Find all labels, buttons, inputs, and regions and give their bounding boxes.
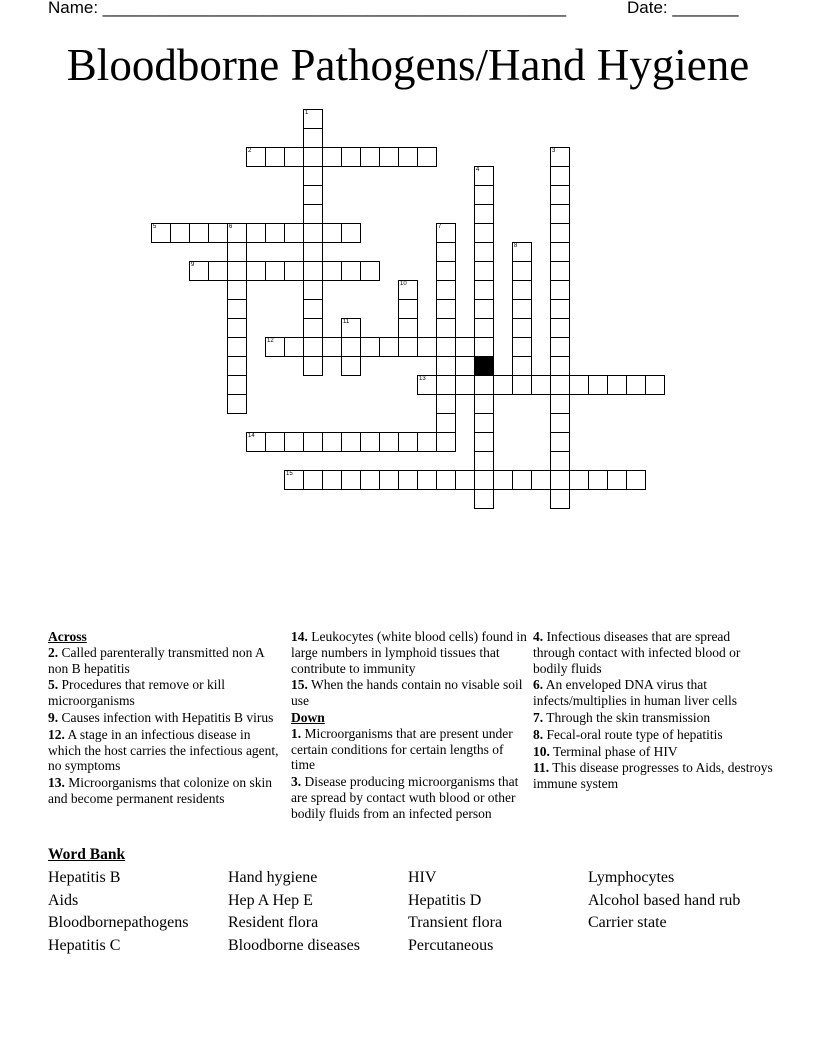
grid-cell[interactable] xyxy=(512,337,532,357)
grid-cell[interactable] xyxy=(626,470,646,490)
grid-cell[interactable] xyxy=(474,166,494,186)
grid-cell[interactable] xyxy=(474,185,494,205)
clue-text: Microorganisms that are present under certain conditions for certain lengths of time xyxy=(291,725,513,773)
grid-cell[interactable] xyxy=(303,356,323,376)
cell-number: 1 xyxy=(305,110,309,116)
clue-text: An enveloped DNA virus that infects/multiplies in human liver cells xyxy=(533,677,737,709)
grid-cell[interactable] xyxy=(341,261,361,281)
clues-column-3 xyxy=(533,629,773,793)
page-title: Bloodborne Pathogens/Hand Hygiene xyxy=(66,40,750,90)
clue-text: Procedures that remove or kill microorganisms xyxy=(48,677,225,709)
grid-cell[interactable] xyxy=(322,261,342,281)
clue-text: Through the skin transmission xyxy=(546,709,711,725)
grid-cell[interactable] xyxy=(455,337,475,357)
grid-cell[interactable] xyxy=(550,394,570,414)
grid-cell[interactable] xyxy=(474,223,494,243)
clue-down-7 xyxy=(533,710,773,726)
grid-cell[interactable] xyxy=(436,280,456,300)
grid-cell[interactable] xyxy=(398,318,418,338)
grid-cell[interactable] xyxy=(303,432,323,452)
grid-cell[interactable] xyxy=(550,185,570,205)
clue-across-9 xyxy=(48,710,284,726)
cell-number: 15 xyxy=(286,471,293,477)
grid-cell[interactable] xyxy=(322,337,342,357)
grid-cell[interactable] xyxy=(303,470,323,490)
grid-cell[interactable] xyxy=(284,337,304,357)
grid-cell[interactable] xyxy=(360,337,380,357)
grid-cell[interactable] xyxy=(398,432,418,452)
grid-cell[interactable] xyxy=(417,375,437,395)
clue-text: Causes infection with Hepatitis B virus xyxy=(61,709,274,725)
cell-number: 4 xyxy=(476,167,480,173)
grid-cell[interactable] xyxy=(645,375,665,395)
grid-cell[interactable] xyxy=(512,242,532,262)
grid-cell[interactable] xyxy=(379,337,399,357)
grid-cell[interactable] xyxy=(303,318,323,338)
grid-cell[interactable] xyxy=(474,432,494,452)
word-bank-item: Bloodbornepathogens xyxy=(48,914,189,931)
cell-number: 13 xyxy=(419,376,426,382)
grid-cell[interactable] xyxy=(265,337,285,357)
grid-cell[interactable] xyxy=(341,318,361,338)
grid-cell[interactable] xyxy=(246,147,266,167)
grid-cell[interactable] xyxy=(512,470,532,490)
grid-cell[interactable] xyxy=(303,128,323,148)
grid-cell[interactable] xyxy=(284,432,304,452)
grid-cell[interactable] xyxy=(474,470,494,490)
grid-cell[interactable] xyxy=(265,432,285,452)
grid-cell[interactable] xyxy=(550,261,570,281)
word-bank-item: Transient flora xyxy=(408,914,503,931)
grid-cell[interactable] xyxy=(474,204,494,224)
grid-cell[interactable] xyxy=(341,470,361,490)
grid-cell[interactable] xyxy=(550,356,570,376)
grid-cell[interactable] xyxy=(569,375,589,395)
clue-number: 11. xyxy=(533,760,550,776)
grid-cell[interactable] xyxy=(550,489,570,509)
clue-across-5 xyxy=(48,677,284,709)
grid-cell[interactable] xyxy=(265,147,285,167)
clue-across-12 xyxy=(48,727,284,774)
grid-cell[interactable] xyxy=(360,261,380,281)
grid-cell[interactable] xyxy=(322,470,342,490)
grid-cell[interactable] xyxy=(512,356,532,376)
grid-cell[interactable] xyxy=(246,432,266,452)
grid-cell[interactable] xyxy=(474,394,494,414)
grid-cell[interactable] xyxy=(303,147,323,167)
word-bank-item: Bloodborne diseases xyxy=(228,936,360,954)
grid-cell[interactable] xyxy=(474,489,494,509)
grid-cell[interactable] xyxy=(550,204,570,224)
clues-column-1 xyxy=(48,629,284,808)
grid-cell[interactable] xyxy=(474,337,494,357)
clue-across-14 xyxy=(291,629,527,676)
cell-number: 7 xyxy=(438,224,442,230)
clue-text: When the hands contain no visable soil use xyxy=(291,677,523,709)
cell-number: 2 xyxy=(248,148,252,154)
clue-number: 2. xyxy=(48,644,59,660)
grid-cell[interactable] xyxy=(550,375,570,395)
clue-number: 7. xyxy=(533,709,544,725)
clue-down-8 xyxy=(533,727,773,743)
grid-cell[interactable] xyxy=(398,147,418,167)
grid-cell[interactable] xyxy=(550,451,570,471)
grid-cell[interactable] xyxy=(512,261,532,281)
grid-cell[interactable] xyxy=(227,223,247,243)
grid-cell[interactable] xyxy=(341,337,361,357)
grid-cell[interactable] xyxy=(227,394,247,414)
grid-cell[interactable] xyxy=(531,375,551,395)
grid-cell[interactable] xyxy=(607,470,627,490)
grid-cell[interactable] xyxy=(227,242,247,262)
clue-text: Leukocytes (white blood cells) found in large numbers in lymphoid tissues that contribute to immunity xyxy=(291,629,527,676)
grid-cell[interactable] xyxy=(455,375,475,395)
clue-text: Fecal-oral route type of hepatitis xyxy=(546,726,723,742)
grid-cell[interactable] xyxy=(303,242,323,262)
clue-across-13 xyxy=(48,775,284,807)
grid-cell[interactable] xyxy=(360,470,380,490)
grid-cell[interactable] xyxy=(436,242,456,262)
word-bank-item: Resident flora xyxy=(228,914,319,931)
grid-cell[interactable] xyxy=(284,470,304,490)
grid-cell[interactable] xyxy=(474,413,494,433)
clue-number: 4. xyxy=(533,629,544,644)
clue-number: 12. xyxy=(48,726,65,742)
grid-cell[interactable] xyxy=(493,375,513,395)
grid-cell[interactable] xyxy=(341,432,361,452)
grid-cell[interactable] xyxy=(550,299,570,319)
grid-cell[interactable] xyxy=(493,470,513,490)
grid-cell[interactable] xyxy=(417,432,437,452)
word-bank-item: HIV xyxy=(408,869,437,886)
grid-cell[interactable] xyxy=(303,280,323,300)
grid-cell[interactable] xyxy=(284,261,304,281)
grid-cell[interactable] xyxy=(550,280,570,300)
word-bank-item: Hand hygiene xyxy=(228,869,318,886)
grid-cell[interactable] xyxy=(512,318,532,338)
clue-text: Disease producing microorganisms that are spread by contact wuth blood or other bodily fluids from an infected person xyxy=(291,774,519,821)
grid-cell[interactable] xyxy=(436,432,456,452)
grid-cell[interactable] xyxy=(436,223,456,243)
clue-number: 8. xyxy=(533,726,544,742)
grid-cell[interactable] xyxy=(569,470,589,490)
word-bank-item: Hepatitis C xyxy=(48,936,121,954)
grid-cell[interactable] xyxy=(550,413,570,433)
grid-cell[interactable] xyxy=(398,299,418,319)
word-bank-item: Alcohol based hand rub xyxy=(588,891,741,909)
grid-cell[interactable] xyxy=(550,242,570,262)
grid-cell[interactable] xyxy=(474,318,494,338)
cell-number: 6 xyxy=(229,224,233,230)
grid-cell[interactable] xyxy=(531,470,551,490)
grid-cell[interactable] xyxy=(550,223,570,243)
grid-cell[interactable] xyxy=(303,261,323,281)
grid-cell[interactable] xyxy=(436,261,456,281)
grid-cell[interactable] xyxy=(512,375,532,395)
grid-cell[interactable] xyxy=(189,261,209,281)
grid-cell[interactable] xyxy=(474,280,494,300)
clue-text: Terminal phase of HIV xyxy=(553,743,678,759)
grid-cell[interactable] xyxy=(436,356,456,376)
grid-cell[interactable] xyxy=(436,470,456,490)
clue-number: 14. xyxy=(291,629,308,644)
grid-cell[interactable] xyxy=(265,223,285,243)
grid-cell[interactable] xyxy=(360,432,380,452)
word-bank-item: Hepatitis D xyxy=(408,891,482,909)
grid-cell[interactable] xyxy=(436,299,456,319)
grid-cell[interactable] xyxy=(227,280,247,300)
grid-cell[interactable] xyxy=(303,185,323,205)
grid-cell[interactable] xyxy=(208,261,228,281)
word-bank-item: Hepatitis B xyxy=(48,869,121,886)
grid-cell[interactable] xyxy=(550,147,570,167)
grid-cell[interactable] xyxy=(474,375,494,395)
cell-number: 3 xyxy=(552,148,556,154)
grid-cell[interactable] xyxy=(550,166,570,186)
grid-cell[interactable] xyxy=(398,337,418,357)
word-bank-item: Hep A Hep E xyxy=(228,891,313,909)
grid-cell[interactable] xyxy=(303,223,323,243)
grid-cell[interactable] xyxy=(626,375,646,395)
grid-cell[interactable] xyxy=(360,147,380,167)
grid-cell[interactable] xyxy=(303,109,323,129)
grid-cell[interactable] xyxy=(398,470,418,490)
date-field[interactable]: Date: _______ xyxy=(627,0,739,17)
word-bank-item: Aids xyxy=(48,891,79,909)
clue-text: Microorganisms that colonize on skin and become permanent residents xyxy=(48,775,272,806)
grid-cell[interactable] xyxy=(227,261,247,281)
name-field[interactable]: Name: _________________________________________________ xyxy=(48,0,567,17)
grid-cell[interactable] xyxy=(436,413,456,433)
word-bank-item: Carrier state xyxy=(588,914,667,931)
clue-down-10 xyxy=(533,744,773,760)
clue-number: 6. xyxy=(533,677,544,693)
grid-cell[interactable] xyxy=(265,261,285,281)
cell-number: 5 xyxy=(153,224,157,230)
grid-cell[interactable] xyxy=(303,166,323,186)
grid-cell[interactable] xyxy=(341,223,361,243)
clue-down-1 xyxy=(291,726,527,773)
grid-cell[interactable] xyxy=(322,432,342,452)
grid-cell[interactable] xyxy=(303,204,323,224)
grid-cell[interactable] xyxy=(379,147,399,167)
grid-cell[interactable] xyxy=(151,223,171,243)
grid-cell[interactable] xyxy=(303,299,323,319)
word-bank-item: Percutaneous xyxy=(408,936,494,954)
grid-cell[interactable] xyxy=(398,280,418,300)
grid-cell[interactable] xyxy=(436,375,456,395)
clue-number: 13. xyxy=(48,775,65,791)
grid-cell[interactable] xyxy=(227,318,247,338)
clue-number: 1. xyxy=(291,725,302,741)
clue-text: Called parenterally transmitted non A non B hepatitis xyxy=(48,644,264,676)
clue-number: 15. xyxy=(291,677,308,693)
grid-cell[interactable] xyxy=(588,470,608,490)
clue-across-2 xyxy=(48,645,284,677)
grid-cell[interactable] xyxy=(379,470,399,490)
grid-cell[interactable] xyxy=(322,223,342,243)
grid-cell[interactable] xyxy=(512,299,532,319)
grid-cell[interactable] xyxy=(227,375,247,395)
cell-number: 11 xyxy=(343,319,350,325)
word-bank-heading: Word Bank xyxy=(48,846,126,863)
grid-cell[interactable] xyxy=(227,299,247,319)
grid-cell[interactable] xyxy=(474,242,494,262)
grid-cell[interactable] xyxy=(284,223,304,243)
grid-cell[interactable] xyxy=(341,356,361,376)
down-heading: Down xyxy=(291,709,325,725)
clue-number: 9. xyxy=(48,709,59,725)
grid-cell[interactable] xyxy=(417,147,437,167)
grid-cell[interactable] xyxy=(246,261,266,281)
cell-number: 9 xyxy=(191,262,195,268)
grid-cell[interactable] xyxy=(474,261,494,281)
grid-cell[interactable] xyxy=(417,337,437,357)
clue-number: 10. xyxy=(533,743,550,759)
clue-number: 5. xyxy=(48,677,59,693)
grid-cell[interactable] xyxy=(227,337,247,357)
grid-cell[interactable] xyxy=(436,318,456,338)
clue-number: 3. xyxy=(291,774,302,790)
clue-down-3 xyxy=(291,774,527,821)
cell-number: 14 xyxy=(248,433,255,439)
grid-cell[interactable] xyxy=(208,223,228,243)
grid-cell[interactable] xyxy=(436,337,456,357)
grid-cell[interactable] xyxy=(379,432,399,452)
clue-down-11 xyxy=(533,760,773,792)
cell-number: 10 xyxy=(400,281,407,287)
clue-across-15 xyxy=(291,677,527,709)
grid-cell[interactable] xyxy=(322,147,342,167)
black-square xyxy=(474,356,494,376)
clue-down-4 xyxy=(533,629,773,676)
grid-cell[interactable] xyxy=(284,147,304,167)
grid-cell[interactable] xyxy=(417,470,437,490)
grid-cell[interactable] xyxy=(246,223,266,243)
grid-cell[interactable] xyxy=(550,318,570,338)
grid-cell[interactable] xyxy=(227,356,247,376)
grid-cell[interactable] xyxy=(607,375,627,395)
grid-cell[interactable] xyxy=(341,147,361,167)
grid-cell[interactable] xyxy=(474,451,494,471)
clue-text: A stage in an infectious disease in which the host carries the infectious agent, no symptoms xyxy=(48,726,279,774)
clues-column-2 xyxy=(291,629,527,823)
grid-cell[interactable] xyxy=(455,470,475,490)
word-bank-item: Lymphocytes xyxy=(588,869,675,886)
grid-cell[interactable] xyxy=(436,394,456,414)
cell-number: 12 xyxy=(267,338,274,344)
clue-text: This disease progresses to Aids, destroys immune system xyxy=(533,760,773,792)
grid-cell[interactable] xyxy=(303,337,323,357)
grid-cell[interactable] xyxy=(512,280,532,300)
cell-number: 8 xyxy=(514,243,518,249)
grid-cell[interactable] xyxy=(588,375,608,395)
across-heading: Across xyxy=(48,629,87,644)
clue-down-6 xyxy=(533,677,773,709)
clue-text: Infectious diseases that are spread through contact with infected blood or bodily fluids xyxy=(533,629,741,676)
grid-cell[interactable] xyxy=(550,337,570,357)
grid-cell[interactable] xyxy=(189,223,209,243)
grid-cell[interactable] xyxy=(550,470,570,490)
grid-cell[interactable] xyxy=(550,432,570,452)
grid-cell[interactable] xyxy=(170,223,190,243)
grid-cell[interactable] xyxy=(474,299,494,319)
